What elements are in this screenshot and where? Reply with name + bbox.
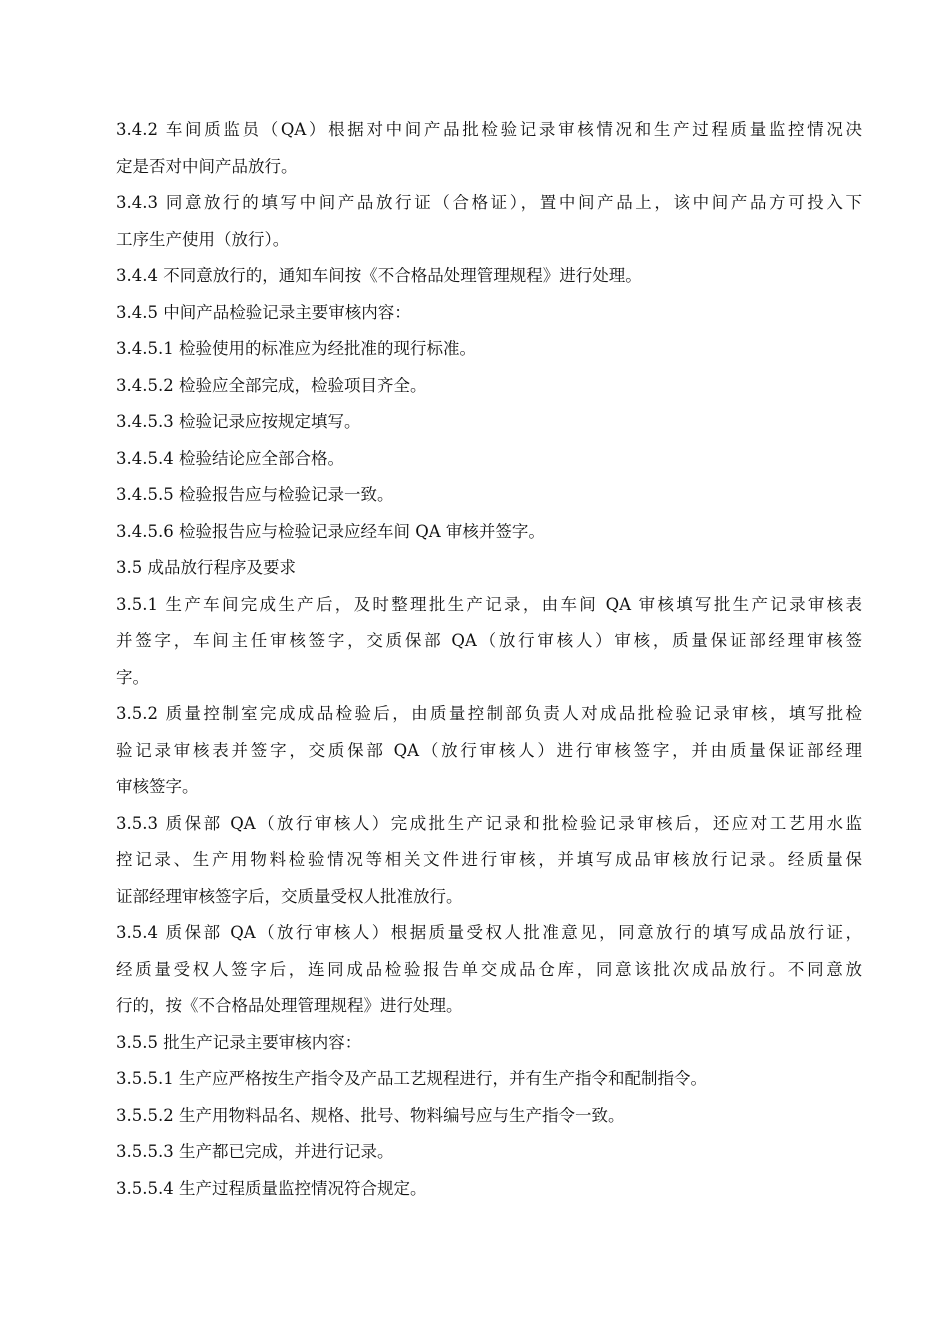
paragraph-line: 验记录审核表并签字，交质保部 QA（放行审核人）进行审核签字，并由质量保证部经理 bbox=[116, 740, 862, 760]
paragraph-line: 3.4.5.6 检验报告应与检验记录应经车间 QA 审核并签字。 bbox=[116, 521, 545, 541]
paragraph-line: 3.4.5.1 检验使用的标准应为经批准的现行标准。 bbox=[116, 339, 476, 358]
paragraph-line: 3.4.5.3 检验记录应按规定填写。 bbox=[116, 412, 361, 431]
paragraph-line: 3.4.3 同意放行的填写中间产品放行证（合格证），置中间产品上，该中间产品方可投入下 bbox=[116, 193, 862, 212]
paragraph bbox=[116, 368, 862, 405]
paragraph-line: 3.5.5 批生产记录主要审核内容： bbox=[116, 1032, 362, 1052]
paragraph-line: 3.5.5.2 生产用物料品名、规格、批号、物料编号应与生产指令一致。 bbox=[116, 1105, 625, 1125]
paragraph-line: 3.4.2 车间质监员（QA）根据对中间产品批检验记录审核情况和生产过程质量监控情况决 bbox=[116, 120, 862, 139]
paragraph bbox=[116, 1098, 862, 1135]
paragraph-line: 3.4.4 不同意放行的，通知车间按《不合格品处理管理规程》进行处理。 bbox=[116, 266, 642, 285]
paragraph-line: 3.4.5 中间产品检验记录主要审核内容： bbox=[116, 302, 411, 322]
paragraph bbox=[116, 696, 862, 806]
paragraph-line: 3.4.5.2 检验应全部完成，检验项目齐全。 bbox=[116, 375, 427, 395]
paragraph bbox=[116, 1061, 862, 1098]
paragraph-line: 并签字，车间主任审核签字，交质保部 QA（放行审核人）审核，质量保证部经理审核签 bbox=[116, 631, 862, 650]
paragraph bbox=[116, 112, 862, 185]
paragraph-line: 3.5.3 质保部 QA（放行审核人）完成批生产记录和批检验记录审核后，还应对工艺用水监 bbox=[116, 813, 862, 833]
paragraph-line: 3.5.2 质量控制室完成成品检验后，由质量控制部负责人对成品批检验记录审核，填写批检 bbox=[116, 704, 862, 723]
paragraph-line: 3.4.5.4 检验结论应全部合格。 bbox=[116, 448, 344, 468]
paragraph bbox=[116, 1171, 862, 1208]
paragraph bbox=[116, 806, 862, 916]
paragraph-line: 3.5.5.4 生产过程质量监控情况符合规定。 bbox=[116, 1178, 427, 1198]
paragraph-line: 3.5.5.1 生产应严格按生产指令及产品工艺规程进行，并有生产指令和配制指令。 bbox=[116, 1069, 707, 1088]
paragraph-line: 控记录、生产用物料检验情况等相关文件进行审核，并填写成品审核放行记录。经质量保 bbox=[116, 850, 862, 869]
paragraph bbox=[116, 550, 862, 587]
paragraph bbox=[116, 295, 862, 332]
document-body bbox=[116, 112, 862, 1207]
paragraph bbox=[116, 587, 862, 697]
paragraph-line: 工序生产使用（放行）。 bbox=[116, 229, 290, 249]
paragraph bbox=[116, 185, 862, 258]
paragraph-line: 3.5 成品放行程序及要求 bbox=[116, 558, 296, 577]
paragraph-line: 3.5.4 质保部 QA（放行审核人）根据质量受权人批准意见，同意放行的填写成品放行证， bbox=[116, 923, 862, 942]
paragraph-line: 3.5.5.3 生产都已完成，并进行记录。 bbox=[116, 1142, 394, 1161]
paragraph bbox=[116, 477, 862, 514]
paragraph-line: 3.4.5.5 检验报告应与检验记录一致。 bbox=[116, 485, 394, 504]
paragraph bbox=[116, 441, 862, 478]
paragraph-line: 行的，按《不合格品处理管理规程》进行处理。 bbox=[116, 996, 463, 1015]
paragraph bbox=[116, 331, 862, 368]
paragraph bbox=[116, 258, 862, 295]
paragraph-line: 审核签字。 bbox=[116, 777, 199, 796]
paragraph bbox=[116, 1025, 862, 1062]
paragraph bbox=[116, 514, 862, 551]
paragraph-line: 3.5.1 生产车间完成生产后，及时整理批生产记录，由车间 QA 审核填写批生产记录审核表 bbox=[116, 594, 862, 614]
paragraph-line: 字。 bbox=[116, 667, 149, 687]
paragraph bbox=[116, 915, 862, 1025]
paragraph bbox=[116, 404, 862, 441]
paragraph-line: 经质量受权人签字后，连同成品检验报告单交成品仓库，同意该批次成品放行。不同意放 bbox=[116, 959, 862, 979]
paragraph-line: 证部经理审核签字后，交质量受权人批准放行。 bbox=[116, 886, 463, 906]
paragraph-line: 定是否对中间产品放行。 bbox=[116, 156, 298, 176]
paragraph bbox=[116, 1134, 862, 1171]
